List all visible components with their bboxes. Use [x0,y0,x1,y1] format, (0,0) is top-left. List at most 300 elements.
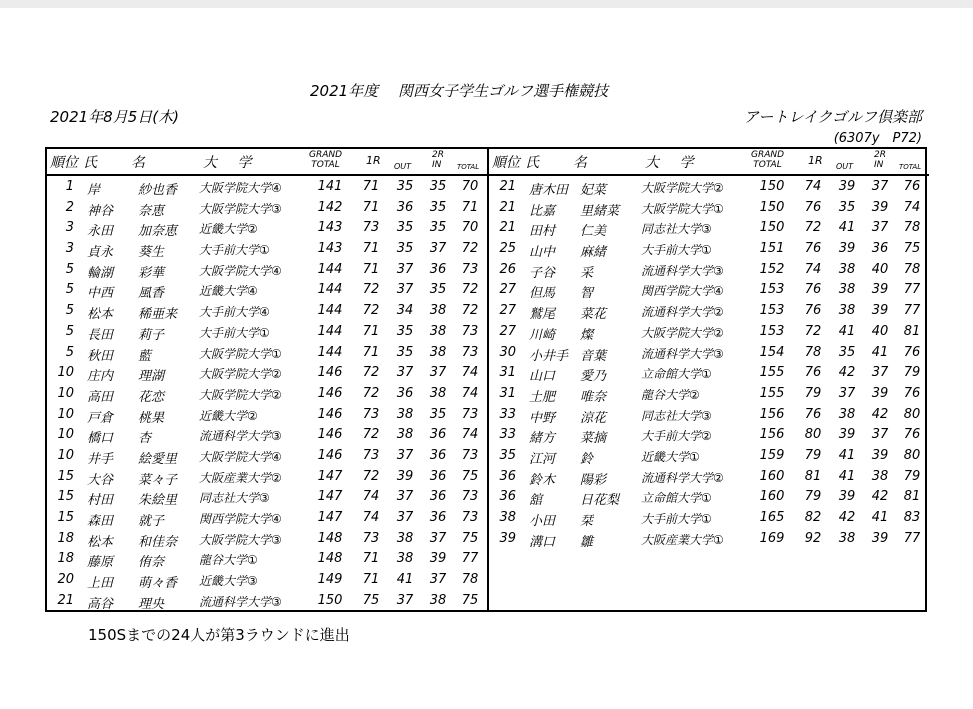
round2-total-cell: 72 [461,303,479,319]
university-cell: 流通科学大学③ [199,594,282,609]
given-name-cell: 花恋 [138,389,165,405]
university-cell: 流通科学大学② [641,470,724,485]
family-name-cell: 上田 [87,576,114,592]
round2-total-cell: 73 [461,489,479,505]
round1-cell: 72 [362,468,380,484]
given-name-cell: 杏 [138,431,152,447]
grand-total-cell: 153 [759,282,785,298]
round2-total-cell: 70 [461,220,479,236]
in-cell: 39 [871,303,889,319]
out-cell: 37 [396,447,414,463]
header-round1: 1R [366,154,381,167]
in-cell: 42 [871,489,889,505]
out-cell: 37 [396,282,414,298]
given-name-cell: 理央 [138,596,165,612]
university-cell: 同志社大学③ [641,222,712,237]
rank-cell: 31 [499,365,516,381]
grand-total-cell: 155 [759,385,785,401]
round2-total-cell: 74 [461,365,479,381]
in-cell: 38 [429,303,447,319]
header-university: 大 学 [645,155,702,171]
rank-cell: 18 [57,551,74,567]
in-cell: 38 [871,468,889,484]
round1-cell: 80 [804,427,822,443]
out-cell: 36 [396,385,414,401]
in-cell: 35 [429,282,447,298]
round1-cell: 76 [804,406,822,422]
header-round2-in: 2R IN [432,150,444,170]
table-row [489,528,929,549]
given-name-cell: 紗也香 [138,183,178,198]
out-cell: 39 [838,427,856,443]
university-cell: 大阪産業大学② [199,470,282,485]
in-cell: 36 [429,510,447,525]
family-name-cell: 村田 [87,493,114,509]
round1-cell: 73 [362,530,380,546]
table-row [489,507,929,528]
grand-total-cell: 146 [317,385,343,401]
out-cell: 37 [396,510,414,525]
out-cell: 35 [396,344,414,360]
rank-cell: 15 [57,489,74,505]
rank-cell: 5 [65,344,74,360]
table-row [47,445,487,466]
out-cell: 38 [838,530,856,546]
out-cell: 35 [396,220,414,236]
family-name-cell: 岸 [87,183,101,198]
course-info: (6307y P72) [833,131,922,146]
table-header [489,149,929,176]
in-cell: 38 [429,323,447,339]
family-name-cell: 松本 [87,307,114,323]
round1-cell: 81 [804,468,822,484]
out-cell: 38 [396,427,414,443]
results-right-half [487,149,929,610]
header-grand-total: GRAND TOTAL [309,150,343,170]
grand-total-cell: 146 [317,427,343,443]
out-cell: 41 [838,220,856,236]
table-row [489,445,929,466]
in-cell: 39 [871,447,889,463]
round2-total-cell: 77 [903,282,921,298]
rank-cell: 15 [57,510,74,525]
grand-total-cell: 153 [759,323,785,339]
round1-cell: 74 [804,261,822,277]
family-name-cell: 鈴木 [529,472,556,488]
round1-cell: 72 [362,282,380,298]
table-row [47,590,487,611]
round1-cell: 72 [362,385,380,401]
table-row [47,507,487,528]
university-cell: 大手前大学① [641,243,712,258]
footer-note: 150Sまでの24人が第3ラウンドに進出 [88,626,350,644]
rank-cell: 3 [65,241,74,257]
header-name: 氏 名 [525,155,597,171]
university-cell: 大阪学院大学① [199,346,282,361]
university-cell: 近畿大学② [199,222,258,237]
round2-total-cell: 76 [903,385,921,401]
in-cell: 37 [871,365,889,381]
grand-total-cell: 146 [317,365,343,381]
university-cell: 大阪学院大学④ [199,263,282,278]
family-name-cell: 比嘉 [529,203,556,219]
grand-total-cell: 160 [759,489,785,505]
university-cell: 大阪学院大学④ [199,449,282,464]
header-out: OUT [394,162,412,171]
in-cell: 35 [429,220,447,236]
family-name-cell: 小田 [529,514,556,529]
in-cell: 39 [429,551,447,567]
grand-total-cell: 149 [317,572,343,588]
given-name-cell: 智 [580,286,594,302]
round1-cell: 71 [362,551,380,567]
table-row [489,486,929,507]
family-name-cell: 中西 [87,286,114,302]
round2-total-cell: 78 [903,261,921,277]
round2-total-cell: 70 [461,179,479,194]
family-name-cell: 秋田 [87,348,114,364]
in-cell: 37 [429,365,447,381]
round1-cell: 76 [804,365,822,381]
rank-cell: 27 [499,282,516,298]
table-row [47,362,487,383]
table-row [489,424,929,445]
grand-total-cell: 144 [317,344,343,360]
grand-total-cell: 147 [317,489,343,505]
given-name-cell: 采 [580,265,594,281]
round1-cell: 78 [804,344,822,360]
round2-total-cell: 83 [903,510,921,525]
table-row [489,279,929,300]
given-name-cell: 雛 [580,534,594,550]
out-cell: 38 [396,530,414,546]
grand-total-cell: 165 [759,510,785,525]
given-name-cell: 桃果 [138,410,165,426]
rank-cell: 38 [499,510,516,525]
round1-cell: 72 [804,220,822,236]
venue-name: アートレイクゴルフ倶楽部 [743,108,922,126]
header-total: TOTAL [899,163,922,171]
grand-total-cell: 156 [759,406,785,422]
table-row [47,259,487,280]
university-cell: 立命館大学① [641,367,712,382]
university-cell: 近畿大学① [641,449,700,464]
given-name-cell: 鈴 [580,451,594,467]
given-name-cell: 彩華 [138,265,165,281]
university-cell: 大阪学院大学④ [199,181,282,195]
header-grand-total: GRAND TOTAL [751,150,785,170]
rank-cell: 18 [57,530,74,546]
rank-cell: 5 [65,261,74,277]
round1-cell: 74 [804,179,822,194]
table-row [489,259,929,280]
in-cell: 42 [871,406,889,422]
round1-cell: 72 [362,365,380,381]
in-cell: 35 [429,179,447,194]
round1-cell: 76 [804,241,822,257]
round2-total-cell: 74 [461,427,479,443]
family-name-cell: 橋口 [87,431,114,447]
table-row [489,362,929,383]
table-row [489,176,929,197]
round1-cell: 71 [362,261,380,277]
out-cell: 37 [396,489,414,505]
grand-total-cell: 150 [759,199,785,215]
out-cell: 35 [396,241,414,257]
header-name: 氏 名 [83,155,155,171]
grand-total-cell: 150 [317,592,343,608]
given-name-cell: 燦 [580,327,594,343]
given-name-cell: 葵生 [138,245,165,261]
round2-total-cell: 78 [903,220,921,236]
round2-total-cell: 74 [461,385,479,401]
in-cell: 38 [429,385,447,401]
rank-cell: 1 [65,179,74,194]
table-row [489,238,929,259]
out-cell: 36 [396,199,414,215]
rank-cell: 10 [57,385,74,401]
university-cell: 大阪学院大学① [641,201,724,216]
grand-total-cell: 160 [759,468,785,484]
university-cell: 大手前大学② [641,429,712,444]
round2-total-cell: 75 [903,241,921,257]
round2-total-cell: 73 [461,261,479,277]
round2-total-cell: 73 [461,406,479,422]
university-cell: 大阪学院大学② [641,181,724,195]
round1-cell: 72 [362,427,380,443]
out-cell: 39 [838,489,856,505]
round1-cell: 74 [362,510,380,525]
results-left-half [47,149,487,610]
university-cell: 大手前大学④ [199,305,270,320]
round2-total-cell: 73 [461,344,479,360]
in-cell: 37 [429,530,447,546]
round1-cell: 79 [804,385,822,401]
rank-cell: 21 [499,199,516,215]
in-cell: 38 [429,344,447,360]
in-cell: 40 [871,261,889,277]
university-cell: 大手前大学① [199,243,270,258]
family-name-cell: 藤原 [87,555,114,571]
rank-cell: 27 [499,303,516,319]
out-cell: 38 [838,282,856,298]
family-name-cell: 高谷 [87,596,114,612]
grand-total-cell: 156 [759,427,785,443]
in-cell: 36 [429,447,447,463]
in-cell: 39 [871,385,889,401]
round1-cell: 72 [804,323,822,339]
in-cell: 39 [871,199,889,215]
out-cell: 38 [396,551,414,567]
university-cell: 流通科学大学③ [199,429,282,444]
round2-total-cell: 79 [903,365,921,381]
round2-total-cell: 77 [461,551,479,567]
rank-cell: 36 [499,468,516,484]
table-header [47,149,487,176]
given-name-cell: 理湖 [138,369,165,385]
given-name-cell: 絵愛里 [138,451,178,467]
in-cell: 35 [429,406,447,422]
rank-cell: 21 [57,592,74,608]
rank-cell: 33 [499,406,516,422]
grand-total-cell: 150 [759,220,785,236]
given-name-cell: 藍 [138,348,152,364]
round1-cell: 72 [362,303,380,319]
rank-cell: 10 [57,427,74,443]
rank-cell: 39 [499,530,516,546]
table-row [489,342,929,363]
out-cell: 41 [838,468,856,484]
round2-total-cell: 75 [461,530,479,546]
given-name-cell: 風香 [138,286,165,302]
round2-total-cell: 81 [903,489,921,505]
given-name-cell: 朱絵里 [138,493,178,509]
given-name-cell: 麻緒 [580,245,607,261]
out-cell: 41 [838,323,856,339]
grand-total-cell: 154 [759,344,785,360]
rank-cell: 20 [57,572,74,588]
rank-cell: 35 [499,447,516,463]
family-name-cell: 溝口 [529,534,556,550]
table-row [489,383,929,404]
results-rows-right [489,176,929,548]
round1-cell: 76 [804,199,822,215]
university-cell: 大阪学院大学② [641,325,724,340]
grand-total-cell: 143 [317,241,343,257]
given-name-cell: 唯奈 [580,389,607,405]
university-cell: 同志社大学③ [641,408,712,423]
out-cell: 37 [396,365,414,381]
given-name-cell: 音葉 [580,348,607,364]
out-cell: 37 [838,385,856,401]
round2-total-cell: 79 [903,468,921,484]
document-title: 2021年度 関西女子学生ゴルフ選手権競技 [310,82,608,100]
family-name-cell: 貞永 [87,245,114,261]
family-name-cell: 長田 [87,327,114,343]
family-name-cell: 森田 [87,514,114,529]
family-name-cell: 山中 [529,245,556,261]
round1-cell: 75 [362,592,380,608]
table-row [47,548,487,569]
family-name-cell: 小井手 [529,348,569,364]
university-cell: 関西学院大学④ [199,512,282,526]
in-cell: 39 [871,282,889,298]
grand-total-cell: 144 [317,303,343,319]
grand-total-cell: 147 [317,468,343,484]
round2-total-cell: 80 [903,447,921,463]
out-cell: 38 [838,261,856,277]
round1-cell: 76 [804,303,822,319]
out-cell: 38 [396,406,414,422]
university-cell: 大阪学院大学② [199,367,282,382]
given-name-cell: 涼花 [580,410,607,426]
given-name-cell: 菜摘 [580,431,607,447]
round2-total-cell: 72 [461,241,479,257]
table-row [47,569,487,590]
table-row [47,528,487,549]
grand-total-cell: 152 [759,261,785,277]
round2-total-cell: 72 [461,282,479,298]
round2-total-cell: 76 [903,344,921,360]
out-cell: 39 [838,241,856,257]
in-cell: 38 [429,592,447,608]
grand-total-cell: 144 [317,323,343,339]
round1-cell: 76 [804,282,822,298]
family-name-cell: 舘 [529,493,543,509]
rank-cell: 10 [57,365,74,381]
family-name-cell: 松本 [87,534,114,550]
round1-cell: 82 [804,510,822,525]
in-cell: 35 [429,199,447,215]
family-name-cell: 川崎 [529,327,556,343]
table-row [47,238,487,259]
round1-cell: 71 [362,241,380,257]
header-rank: 順位 [50,155,78,171]
in-cell: 36 [871,241,889,257]
rank-cell: 27 [499,323,516,339]
out-cell: 37 [396,592,414,608]
family-name-cell: 井手 [87,451,114,467]
given-name-cell: 陽彩 [580,472,607,488]
grand-total-cell: 142 [317,199,343,215]
round2-total-cell: 78 [461,572,479,588]
round2-total-cell: 81 [903,323,921,339]
rank-cell: 36 [499,489,516,505]
university-cell: 近畿大学③ [199,574,258,589]
table-row [47,466,487,487]
round2-total-cell: 76 [903,179,921,194]
round1-cell: 73 [362,406,380,422]
in-cell: 39 [871,530,889,546]
family-name-cell: 土肥 [529,389,556,405]
university-cell: 大手前大学① [199,325,270,340]
out-cell: 39 [396,468,414,484]
rank-cell: 5 [65,282,74,298]
given-name-cell: 仁美 [580,224,607,240]
results-rows-left [47,176,487,610]
rank-cell: 31 [499,385,516,401]
given-name-cell: 菜々子 [138,472,178,488]
out-cell: 35 [396,323,414,339]
out-cell: 34 [396,303,414,319]
university-cell: 流通科学大学③ [641,263,724,278]
table-row [47,176,487,197]
given-name-cell: 菜花 [580,307,607,323]
family-name-cell: 山口 [529,369,556,385]
round2-total-cell: 71 [461,199,479,215]
rank-cell: 25 [499,241,516,257]
university-cell: 立命館大学① [641,491,712,506]
in-cell: 37 [871,220,889,236]
out-cell: 37 [396,261,414,277]
rank-cell: 30 [499,344,516,360]
given-name-cell: 栞 [580,514,594,529]
round2-total-cell: 77 [903,303,921,319]
university-cell: 近畿大学④ [199,284,258,299]
round2-total-cell: 73 [461,323,479,339]
table-row [47,279,487,300]
grand-total-cell: 155 [759,365,785,381]
rank-cell: 15 [57,468,74,484]
results-table [45,147,927,612]
round2-total-cell: 73 [461,510,479,525]
grand-total-cell: 144 [317,282,343,298]
university-cell: 同志社大学③ [199,491,270,506]
table-row [47,424,487,445]
given-name-cell: 侑奈 [138,555,165,571]
rank-cell: 5 [65,323,74,339]
given-name-cell: 莉子 [138,327,165,343]
